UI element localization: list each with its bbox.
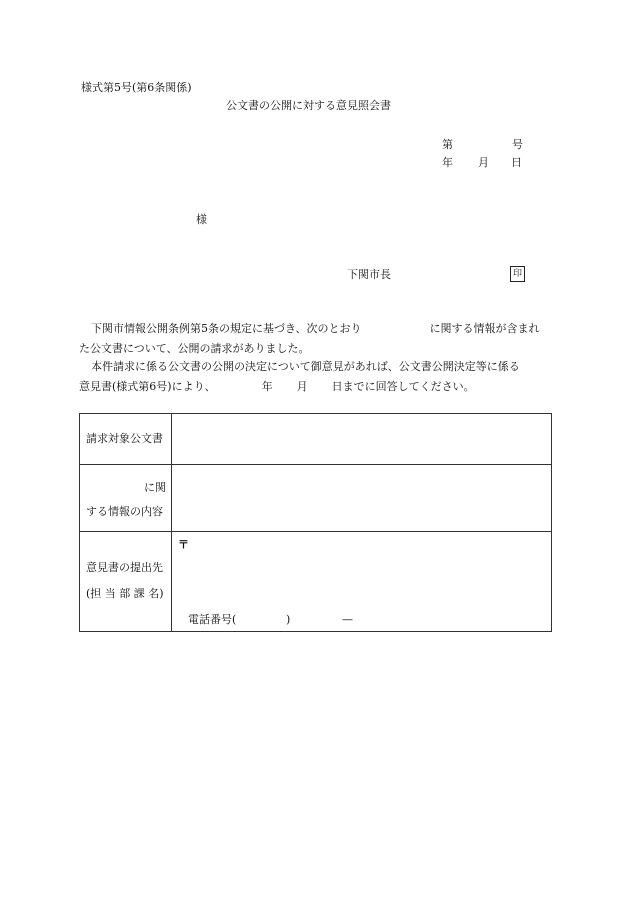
body-line-4-month: 月 <box>296 380 308 393</box>
body-line-1a: 下関市情報公開条例第5条の規定に基づき、次のとおり <box>91 322 362 335</box>
phone-paren-close: ) <box>286 613 291 626</box>
row3-label-cell <box>80 532 172 632</box>
body-line-4a: 意見書(様式第6号)により、 <box>79 380 216 393</box>
body-line-1b: に関する情報が含まれ <box>429 322 540 335</box>
number-suffix: 号 <box>512 138 523 151</box>
date-month: 月 <box>478 156 489 169</box>
table-row-information <box>80 465 552 532</box>
form-number: 様式第5号(第6条関係) <box>81 81 192 94</box>
information-label-a: に関 <box>144 481 166 494</box>
information-content-value <box>172 465 552 532</box>
body-line-1 <box>91 323 540 334</box>
submission-label-b: (担 当 部 課 名) <box>86 587 164 600</box>
table-row-submission <box>80 532 552 632</box>
sender-name: 下関市長 <box>347 268 391 281</box>
table-row-document <box>80 414 552 465</box>
information-label-b: する情報の内容 <box>86 505 163 518</box>
requested-document-label: 請求対象公文書 <box>86 432 163 445</box>
row2-label-cell <box>80 465 172 532</box>
phone-dash: — <box>342 613 353 626</box>
number-prefix: 第 <box>442 138 453 151</box>
phone-label: 電話番号( <box>188 613 237 626</box>
body-line-4-end: 日までに回答してください。 <box>331 380 475 393</box>
date-line <box>442 157 522 168</box>
seal-mark: 印 <box>510 266 525 282</box>
date-day: 日 <box>511 156 522 169</box>
document-number-line <box>442 139 523 150</box>
addressee-honorific: 様 <box>196 213 207 226</box>
body-line-3: 本件請求に係る公文書の公開の決定について御意見があれば、公文書公開決定等に係る <box>91 360 520 373</box>
submission-value-cell <box>172 532 552 632</box>
row1-label-cell <box>80 414 172 465</box>
date-year: 年 <box>442 156 453 169</box>
body-line-4-year: 年 <box>261 380 273 393</box>
submission-label-a: 意見書の提出先 <box>86 561 163 574</box>
postal-mark: 〒 <box>178 538 189 551</box>
info-table <box>79 413 552 632</box>
document-title: 公文書の公開に対する意見照会書 <box>226 99 391 112</box>
requested-document-value <box>172 414 552 465</box>
body-line-2: た公文書について、公開の請求がありました。 <box>79 342 310 355</box>
body-line-4 <box>79 381 475 392</box>
